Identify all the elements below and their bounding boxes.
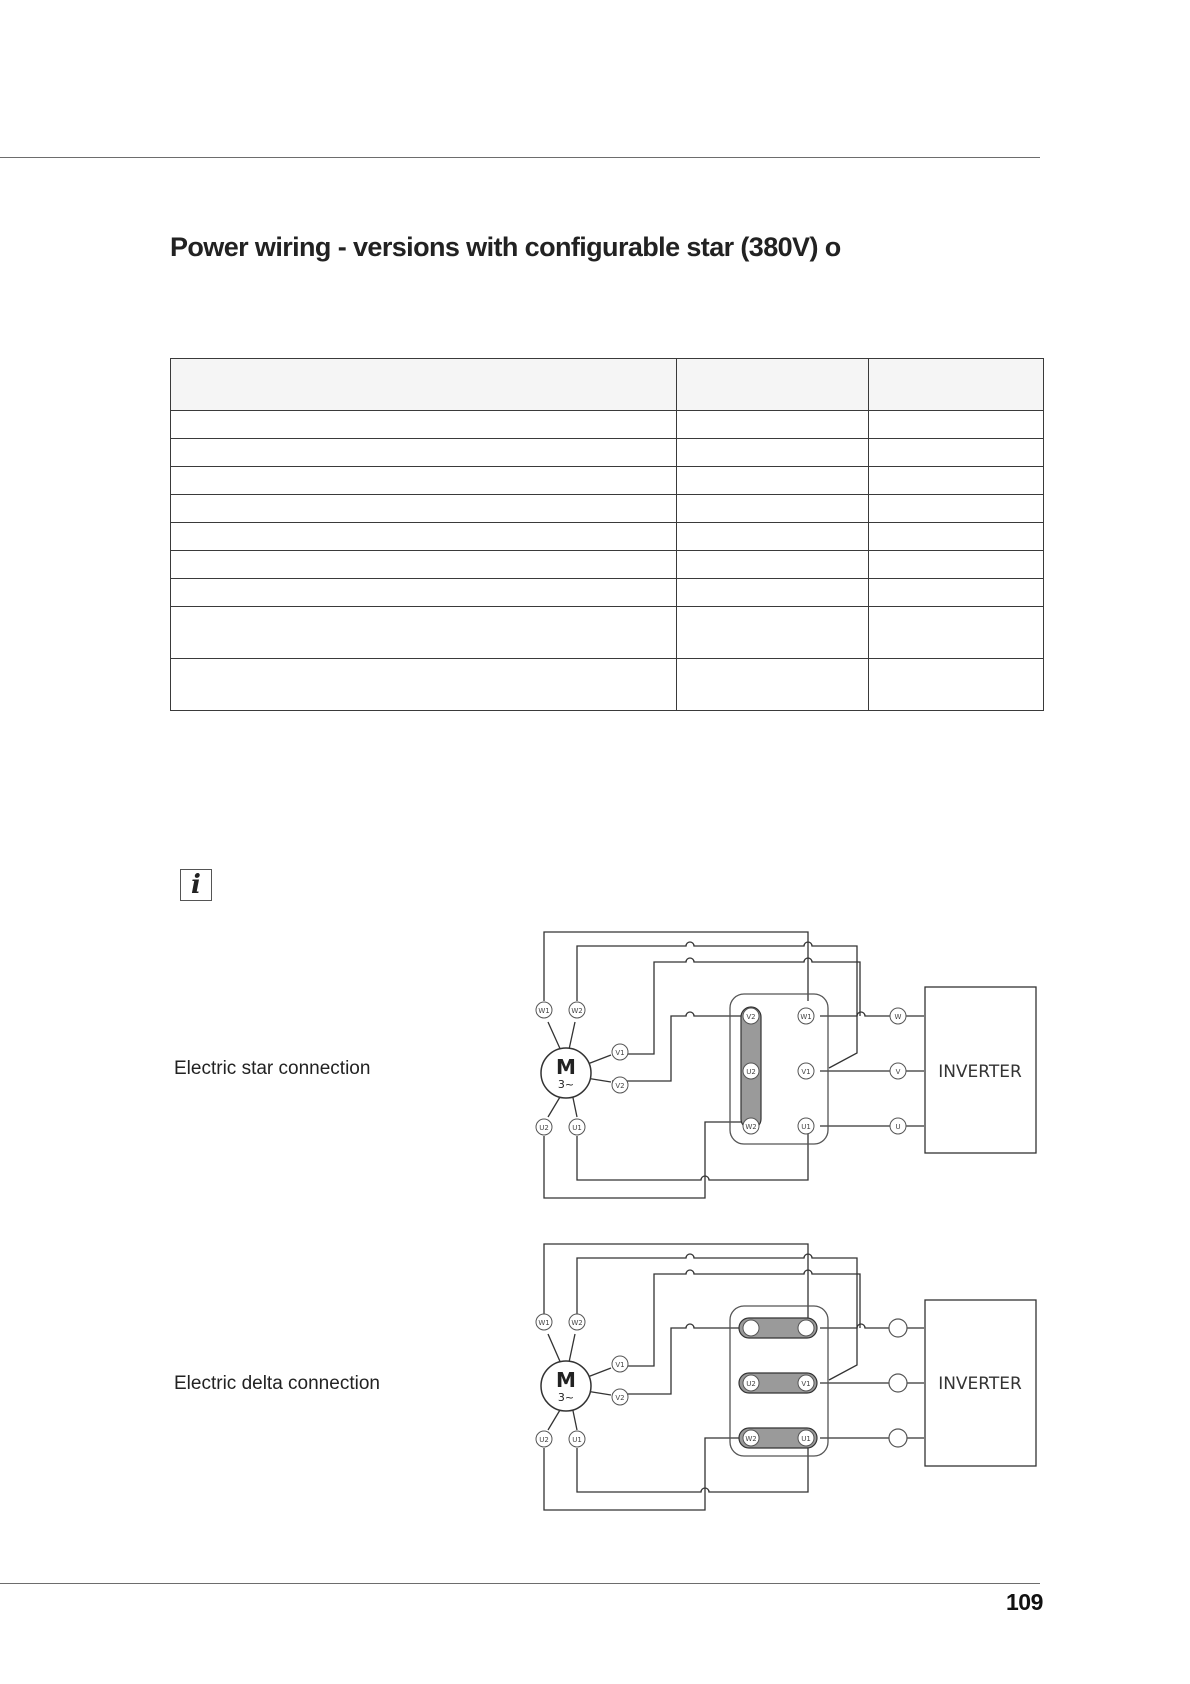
- page-title: Power wiring - versions with configurable star (380V) o: [170, 232, 841, 262]
- info-icon: i: [180, 869, 212, 901]
- block-terminal-label: W1: [800, 1013, 812, 1021]
- table-row: [171, 607, 1044, 659]
- table-header-cell: [869, 359, 1044, 411]
- page-number: 109: [1006, 1589, 1043, 1615]
- output-terminals: [889, 1319, 907, 1447]
- inverter-label: INVERTER: [938, 1374, 1022, 1394]
- delta-connection-diagram: [520, 1234, 1040, 1524]
- table-cell: [171, 411, 677, 439]
- motor-terminal-label: U1: [572, 1436, 582, 1444]
- block-terminal-label: U1: [801, 1123, 811, 1131]
- motor-phase-label: 3~: [557, 1391, 575, 1404]
- output-terminal-label: W: [894, 1013, 902, 1021]
- motor-terminal-label: W1: [538, 1007, 550, 1015]
- block-terminal-label: V1: [801, 1380, 811, 1388]
- star-connection-diagram: [520, 922, 1040, 1212]
- motor-terminal-label: V2: [615, 1082, 625, 1090]
- table-header-row: [171, 359, 1044, 411]
- block-terminal-label: W2: [745, 1435, 757, 1443]
- table-cell: [171, 579, 677, 607]
- table-cell: [869, 411, 1044, 439]
- table-header-cell: [677, 359, 869, 411]
- table-row: [171, 467, 1044, 495]
- motor-phase-label: 3~: [557, 1078, 575, 1091]
- motor-terminal-label: U2: [539, 1124, 549, 1132]
- block-terminal-label: U1: [801, 1435, 811, 1443]
- table-cell: [677, 551, 869, 579]
- table-cell: [677, 523, 869, 551]
- table-row: [171, 523, 1044, 551]
- table-cell: [677, 439, 869, 467]
- table-cell: [869, 659, 1044, 711]
- table-cell: [869, 523, 1044, 551]
- table-cell: [677, 607, 869, 659]
- star-connection-caption: Electric star connection: [174, 1058, 371, 1079]
- motor-terminal-label: U1: [572, 1124, 582, 1132]
- motor-terminal-label: W1: [538, 1319, 550, 1327]
- block-terminal-label: V1: [801, 1068, 811, 1076]
- table-row: [171, 551, 1044, 579]
- table-cell: [869, 551, 1044, 579]
- block-terminal-label: V2: [746, 1013, 756, 1021]
- table-cell: [869, 467, 1044, 495]
- specification-table: [170, 358, 1044, 711]
- table-cell: [869, 579, 1044, 607]
- wiring: [544, 932, 924, 1198]
- table-cell: [869, 495, 1044, 523]
- block-terminal-label: W2: [745, 1123, 757, 1131]
- table-cell: [171, 439, 677, 467]
- motor-terminal-label: U2: [539, 1436, 549, 1444]
- motor-label: M: [556, 1368, 576, 1392]
- table-cell: [677, 495, 869, 523]
- block-terminal-label: U2: [746, 1380, 756, 1388]
- footer-rule: [0, 1583, 1040, 1584]
- table-cell: [677, 411, 869, 439]
- table-cell: [171, 659, 677, 711]
- wiring: [544, 1244, 924, 1510]
- inverter-label: INVERTER: [938, 1062, 1022, 1082]
- table-cell: [171, 607, 677, 659]
- table-cell: [677, 659, 869, 711]
- delta-connection-caption: Electric delta connection: [174, 1373, 380, 1394]
- motor-terminal-label: V1: [615, 1361, 625, 1369]
- motor-terminal-label: V2: [615, 1394, 625, 1402]
- block-terminal-label: U2: [746, 1068, 756, 1076]
- motor-terminal-label: W2: [571, 1319, 583, 1327]
- table-cell: [869, 439, 1044, 467]
- table-cell: [171, 551, 677, 579]
- motor-label: M: [556, 1055, 576, 1079]
- table-cell: [677, 467, 869, 495]
- motor-terminal-label: W2: [571, 1007, 583, 1015]
- table-header-cell: [171, 359, 677, 411]
- table-row: [171, 579, 1044, 607]
- table-row: [171, 495, 1044, 523]
- table-cell: [171, 467, 677, 495]
- output-terminal-label: U: [895, 1123, 901, 1131]
- table-row: [171, 659, 1044, 711]
- motor-terminal-label: V1: [615, 1049, 625, 1057]
- table-cell: [677, 579, 869, 607]
- table-row: [171, 439, 1044, 467]
- table-cell: [869, 607, 1044, 659]
- output-terminal-label: V: [895, 1068, 901, 1076]
- table-cell: [171, 523, 677, 551]
- table-cell: [171, 495, 677, 523]
- header-rule: [0, 157, 1040, 158]
- table-row: [171, 411, 1044, 439]
